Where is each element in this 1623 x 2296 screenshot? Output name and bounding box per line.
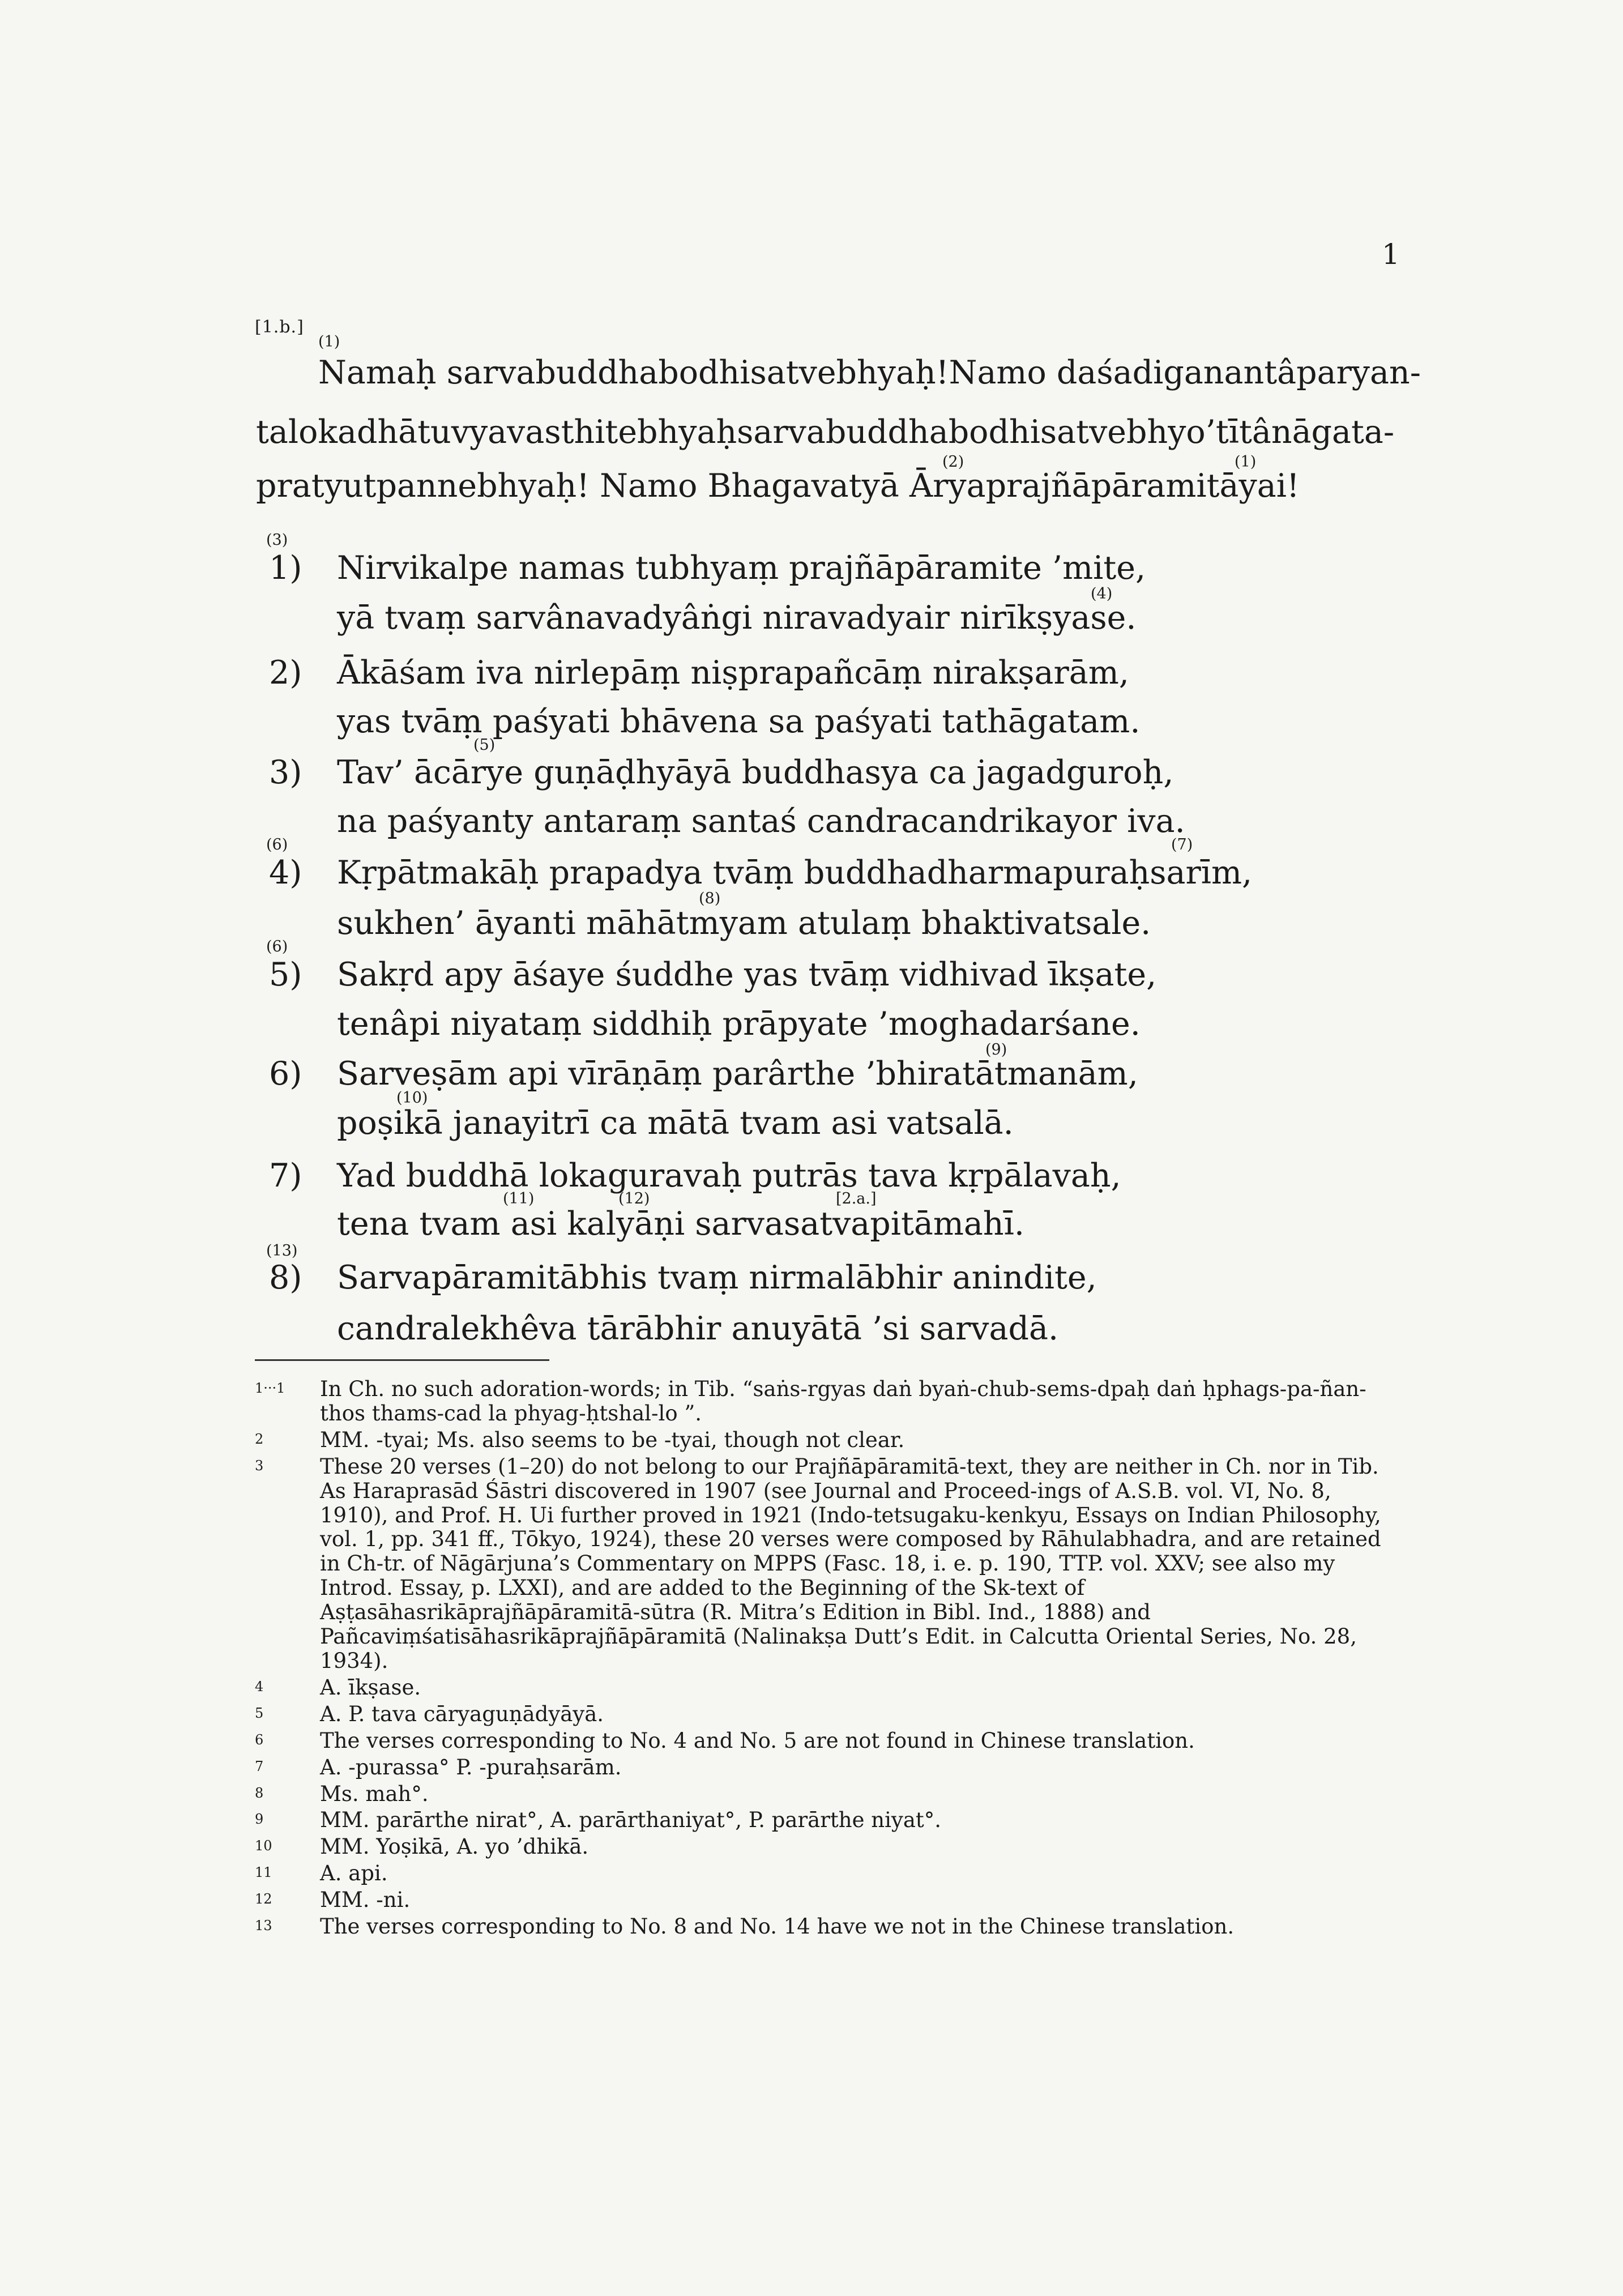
footnote-text: MM. -ni. bbox=[320, 1888, 411, 1913]
footnote-marker: [2.a.] bbox=[836, 1190, 877, 1207]
footnote-key: 10 bbox=[255, 1838, 272, 1854]
footnote-marker: (9) bbox=[985, 1041, 1007, 1059]
verse-line: yas tvāṃ paśyati bhāvena sa paśyati tathāgatam. bbox=[337, 703, 1141, 740]
footnote-text: These 20 verses (1–20) do not belong to our Prajñāpāramitā-text, they are neither in Ch. nor in Tib. As Haraprasād Śāstri discovered in 1907 (see Journal and Proceed-ings of A.S.B. vol. VI, No. 8, 1910), and Prof. H. Ui further proved in 1921 (Indo-tetsugaku-kenkyu, Essays on Indian Philosophy, vol. 1, pp. 341 ff., Tōkyo, 1924), these 20 verses were composed by Rāhulabhadra, and are retained in Ch-tr. of Nāgārjuna’s Commentary on MPPS (Fasc. 18, i. e. p. 190, TTP. vol. XXV; see also my Introd. Essay, p. LXXI), and are added to the Beginning of the Sk-text of Aṣṭasāhasrikāprajñāpāramitā-sūtra (R. Mitra’s Edition in Bibl. Ind., 1888) and Pañcaviṃśatisāhasrikāprajñāpāramitā (Nalinakṣa Dutt’s Edit. in Calcutta Oriental Series, No. 28, 1934). bbox=[320, 1454, 1381, 1673]
footnote-key: 13 bbox=[255, 1918, 272, 1934]
heading-text: Namaḥ sarvabuddhabodhisatvebhyaḥ! bbox=[318, 354, 949, 391]
footnote-key: 2 bbox=[255, 1431, 264, 1447]
verse-number: 2) bbox=[269, 654, 302, 692]
footnote-text: A. P. tava cāryaguṇādyāyā. bbox=[320, 1701, 604, 1726]
verse-line: Kṛpātmakāḥ prapadya tvāṃ buddhadharmapuraḥsarīm, bbox=[337, 854, 1253, 891]
footnote bbox=[255, 1808, 1399, 1833]
footnote bbox=[255, 1676, 1399, 1700]
footnote-text: MM. -tyai; Ms. also seems to be -tyai, though not clear. bbox=[320, 1427, 905, 1452]
verse-line: tenâpi niyataṃ siddhiḥ prāpyate ’moghadarśane. bbox=[337, 1005, 1141, 1043]
footnote-text: The verses corresponding to No. 8 and No. 14 have we not in the Chinese translation. bbox=[320, 1914, 1235, 1939]
verse-line: Tav’ ācārye guṇāḍhyāyā buddhasya ca jagadguroḥ, bbox=[337, 754, 1174, 791]
footnote-marker: (7) bbox=[1171, 836, 1193, 853]
footnote bbox=[255, 1888, 1399, 1913]
footnote-marker: (6) bbox=[266, 836, 288, 853]
verse-number: 8) bbox=[269, 1259, 302, 1296]
heading-text: Namo daśadiganantâparyan- bbox=[949, 354, 1421, 391]
footnote-key: 6 bbox=[255, 1731, 264, 1748]
verse-line: yā tvaṃ sarvânavadyâṅgi niravadyair nirīkṣyase. bbox=[337, 599, 1137, 637]
footnote-key: 9 bbox=[255, 1811, 264, 1828]
verse-line: Sarveṣām api vīrāṇāṃ parârthe ’bhiratātmanām, bbox=[337, 1055, 1138, 1092]
verse-line: sukhen’ āyanti māhātmyam atulaṃ bhaktivatsale. bbox=[337, 904, 1151, 942]
verse-line: Sarvapāramitābhis tvaṃ nirmalābhir anindite, bbox=[337, 1259, 1097, 1296]
verse-number: 6) bbox=[269, 1055, 302, 1092]
footnote-marker: (8) bbox=[699, 890, 721, 907]
footnote-marker: (13) bbox=[266, 1242, 298, 1260]
footnote bbox=[255, 1835, 1399, 1859]
verse-number: 5) bbox=[269, 956, 302, 993]
footnote bbox=[255, 1428, 1399, 1453]
footnote-marker: (4) bbox=[1091, 585, 1113, 603]
footnote-rule bbox=[255, 1359, 549, 1361]
footnote-text: Ms. mah°. bbox=[320, 1781, 429, 1806]
footnote-marker: (3) bbox=[266, 531, 288, 549]
footnote bbox=[255, 1729, 1399, 1753]
footnote bbox=[255, 1702, 1399, 1727]
footnote-text: A. api. bbox=[320, 1861, 388, 1886]
footnote bbox=[255, 1862, 1399, 1886]
footnote-text: MM. parārthe nirat°, A. parārthaniyat°, P. parārthe niyat°. bbox=[320, 1808, 942, 1833]
verse-line: Ākāśam iva nirlepāṃ niṣprapañcāṃ nirakṣarām, bbox=[337, 654, 1129, 692]
footnote-marker: (2) bbox=[942, 453, 964, 471]
footnote-key: 4 bbox=[255, 1678, 264, 1695]
verse-number: 1) bbox=[269, 549, 302, 587]
footnote-text: The verses corresponding to No. 4 and No. 5 are not found in Chinese translation. bbox=[320, 1728, 1195, 1753]
footnote-marker: (1) bbox=[1235, 453, 1257, 471]
footnote-key: 12 bbox=[255, 1891, 272, 1907]
footnote-text: A. īkṣase. bbox=[320, 1675, 421, 1700]
footnote-key: 7 bbox=[255, 1758, 264, 1774]
footnote-marker: (6) bbox=[266, 938, 288, 955]
verse-line: Yad buddhā lokaguravaḥ putrās tava kṛpālavaḥ, bbox=[337, 1157, 1121, 1194]
verse-number: 4) bbox=[269, 854, 302, 891]
footnote-key: 5 bbox=[255, 1705, 264, 1721]
footnote bbox=[255, 1782, 1399, 1807]
footnote-marker: (10) bbox=[396, 1089, 428, 1107]
footnote-text: A. -purassa° P. -puraḥsarām. bbox=[320, 1755, 622, 1779]
heading-text: talokadhātuvyavasthitebhyaḥ bbox=[256, 413, 737, 451]
footnote-marker: (12) bbox=[618, 1190, 650, 1207]
footnote-key: 11 bbox=[255, 1864, 272, 1881]
verse-line: Sakṛd apy āśaye śuddhe yas tvāṃ vidhivad īkṣate, bbox=[337, 956, 1157, 993]
footnote-text: In Ch. no such adoration-words; in Tib. “saṅs-rgyas daṅ byaṅ-chub-sems-dpaḥ daṅ ḥphags-pa-ñan-thos thams-cad la phyag-ḥtshal-lo ”. bbox=[320, 1377, 1366, 1426]
footnote-key: 3 bbox=[255, 1457, 264, 1474]
footnotes bbox=[255, 1377, 1399, 1941]
footnote-key: 1···1 bbox=[255, 1380, 285, 1396]
heading-text: sarvabuddhabodhisatvebhyo bbox=[737, 413, 1206, 451]
page-number: 1 bbox=[1382, 238, 1400, 271]
footnote-marker: (11) bbox=[503, 1190, 535, 1207]
footnote bbox=[255, 1915, 1399, 1939]
verse-number: 3) bbox=[269, 754, 302, 791]
folio-mark: [1.b.] bbox=[255, 317, 304, 337]
footnote-text: MM. Yoṣikā, A. yo ’dhikā. bbox=[320, 1834, 589, 1859]
footnote-marker: (1) bbox=[318, 333, 340, 351]
verse-line: na paśyanty antaraṃ santaś candracandrikayor iva. bbox=[337, 803, 1185, 840]
verse-number: 7) bbox=[269, 1157, 302, 1194]
heading-line-2 bbox=[256, 413, 1395, 451]
heading-line-1 bbox=[318, 354, 1421, 391]
verse-line: poṣikā janayitrī ca mātā tvam asi vatsalā. bbox=[337, 1104, 1014, 1142]
footnote bbox=[255, 1756, 1399, 1780]
heading-line-3: pratyutpannebhyaḥ! Namo Bhagavatyā Āryaprajñāpāramitāyai! bbox=[256, 467, 1300, 505]
heading-text: ’tītânāgata- bbox=[1205, 413, 1395, 451]
footnote-marker: (5) bbox=[473, 736, 496, 754]
verse-line: Nirvikalpe namas tubhyaṃ prajñāpāramite ’mite, bbox=[337, 549, 1146, 587]
footnote bbox=[255, 1455, 1399, 1674]
footnote-key: 8 bbox=[255, 1785, 264, 1801]
verse-line: tena tvam asi kalyāṇi sarvasatvapitāmahī. bbox=[337, 1205, 1024, 1243]
verse-line: candralekhêva tārābhir anuyātā ’si sarvadā. bbox=[337, 1310, 1059, 1347]
footnote bbox=[255, 1377, 1399, 1426]
